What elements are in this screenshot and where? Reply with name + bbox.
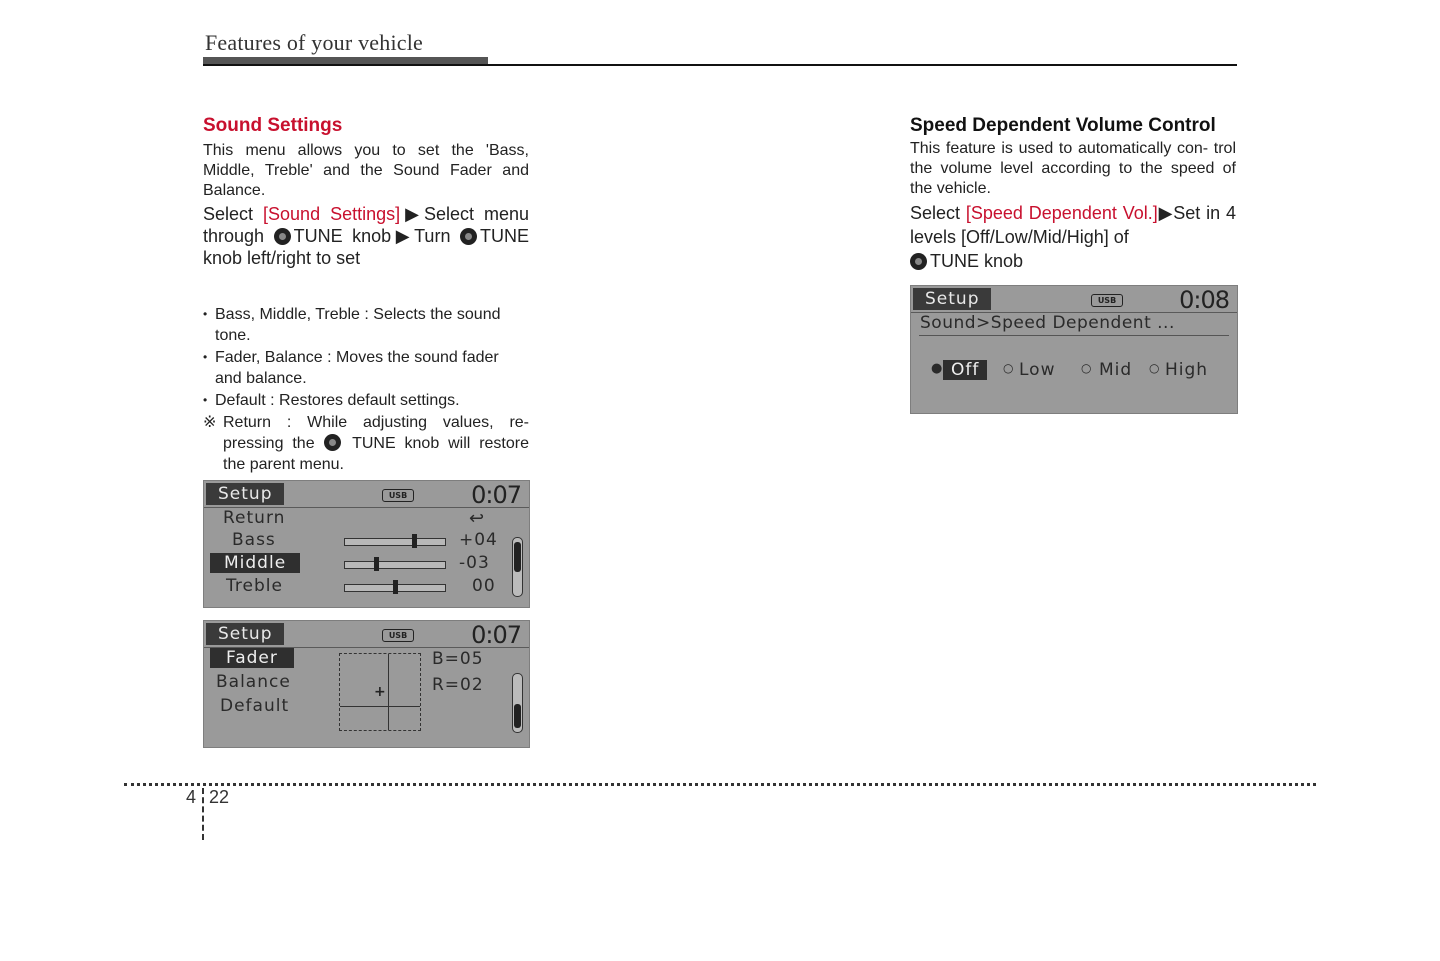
scrollbar-thumb [514, 704, 521, 728]
lcd-clock: 0:08 [1179, 286, 1229, 314]
lcd-scrollbar [512, 537, 523, 597]
option-mid: Mid [1099, 360, 1133, 380]
radio-icon: ○ [1081, 361, 1093, 375]
middle-slider-thumb [374, 557, 379, 571]
lcd-screen-speed [910, 285, 1238, 414]
instr-text: TUNE knob left/right to set [203, 226, 529, 268]
footer-rule [124, 783, 1316, 786]
menu-item-fader-selected: Fader [210, 648, 294, 668]
sound-settings-menu-ref: [Sound Settings] [263, 204, 401, 224]
tune-knob-icon [324, 434, 341, 451]
menu-item-middle-selected: Middle [210, 553, 300, 573]
usb-icon: USB [382, 629, 414, 642]
lcd-top-bar [204, 481, 529, 508]
radio-selected-icon: ● [931, 361, 944, 376]
sound-settings-intro: This menu allows you to set the 'Bass, Middle, Treble' and the Sound Fader and Balance. [203, 142, 529, 199]
menu-item-default: Default [220, 696, 290, 716]
lcd-divider [919, 335, 1229, 336]
page-number-separator [202, 788, 204, 840]
lcd-setup-tab: Setup [913, 288, 991, 310]
option-off-selected: Off [943, 360, 987, 380]
lcd-scrollbar [512, 673, 523, 733]
speed-volume-heading: Speed Dependent Volume Control [910, 115, 1216, 136]
scrollbar-thumb [514, 542, 521, 572]
menu-item-bass: Bass [232, 530, 276, 550]
speed-volume-instructions: Select [Speed Dependent Vol.]▶Set in 4 levels [Off/Low/Mid/High] of TUNE knob [910, 203, 1236, 271]
speed-volume-intro: This feature is used to automatically con- trol the volume level according to the speed of the vehicle. [910, 140, 1236, 197]
balance-value: R=02 [432, 675, 484, 695]
lcd-screen-tone [203, 480, 530, 608]
radio-icon: ○ [1003, 361, 1015, 375]
usb-icon: USB [1091, 294, 1123, 307]
bullet-default: • Default : Restores default settings. [203, 390, 529, 411]
lcd-top-bar [911, 286, 1237, 313]
sound-settings-section [203, 115, 529, 269]
speed-volume-section [910, 115, 1236, 273]
instr-text: Turn [414, 226, 451, 246]
lcd-clock: 0:07 [471, 481, 521, 509]
tune-knob-icon [910, 253, 927, 270]
usb-icon: USB [382, 489, 414, 502]
radio-icon: ○ [1149, 361, 1161, 375]
sound-settings-instructions: Select [Sound Settings]▶Select menu through TUNE knob▶Turn TUNE knob left/right to set [203, 204, 529, 268]
grid-vertical-line [388, 654, 389, 730]
lcd-screen-fader [203, 620, 530, 748]
lcd-setup-tab: Setup [206, 483, 284, 505]
sound-settings-heading: Sound Settings [203, 115, 343, 136]
treble-value: 00 [472, 576, 496, 596]
instr-text: TUNE knob [930, 251, 1024, 271]
lcd-clock: 0:07 [471, 621, 521, 649]
lcd-top-bar [204, 621, 529, 648]
bullet-bass-middle-treble: • Bass, Middle, Treble : Selects the sound tone. [203, 304, 529, 346]
menu-item-return: Return [223, 508, 286, 528]
lcd-path: Sound>Speed Dependent ... [920, 313, 1175, 333]
header-rule [203, 64, 1237, 66]
page-section: 4 [186, 787, 197, 807]
bass-slider [344, 538, 446, 546]
bass-slider-thumb [412, 534, 417, 548]
middle-slider [344, 561, 446, 569]
fader-balance-grid [339, 653, 421, 731]
note-mark: ※ [203, 414, 217, 431]
speed-volume-menu-ref: [Speed Dependent Vol.] [965, 203, 1158, 223]
tune-knob-icon [460, 228, 477, 245]
instr-text: Select [203, 204, 254, 224]
return-note [203, 412, 529, 475]
return-arrow-icon: ↩ [469, 508, 486, 529]
page-number: 22 [209, 787, 230, 807]
option-high: High [1165, 360, 1209, 380]
option-low: Low [1019, 360, 1056, 380]
menu-item-balance: Balance [216, 672, 291, 692]
position-marker-icon: + [374, 684, 386, 700]
fader-value: B=05 [432, 649, 484, 669]
sound-settings-bullets [203, 304, 529, 475]
note-text: TUNE knob will restore the parent menu. [223, 435, 530, 473]
grid-horizontal-line [340, 706, 420, 707]
instr-text: Select [910, 203, 961, 223]
treble-slider [344, 584, 446, 592]
instr-text: Set in 4 levels [Off/Low/Mid/High] of [910, 203, 1236, 247]
instr-text: Select menu through [203, 204, 529, 246]
bass-value: +04 [459, 530, 498, 550]
running-header: Features of your vehicle [205, 30, 424, 55]
treble-slider-thumb [393, 580, 398, 594]
note-text: Return : While adjusting values, re- pressing the [223, 414, 529, 452]
tune-knob-icon [274, 228, 291, 245]
middle-value: -03 [459, 553, 490, 573]
instr-text: TUNE knob [293, 226, 392, 246]
bullet-fader-balance: • Fader, Balance : Moves the sound fader and balance. [203, 347, 529, 389]
menu-item-treble: Treble [226, 576, 283, 596]
lcd-setup-tab: Setup [206, 623, 284, 645]
